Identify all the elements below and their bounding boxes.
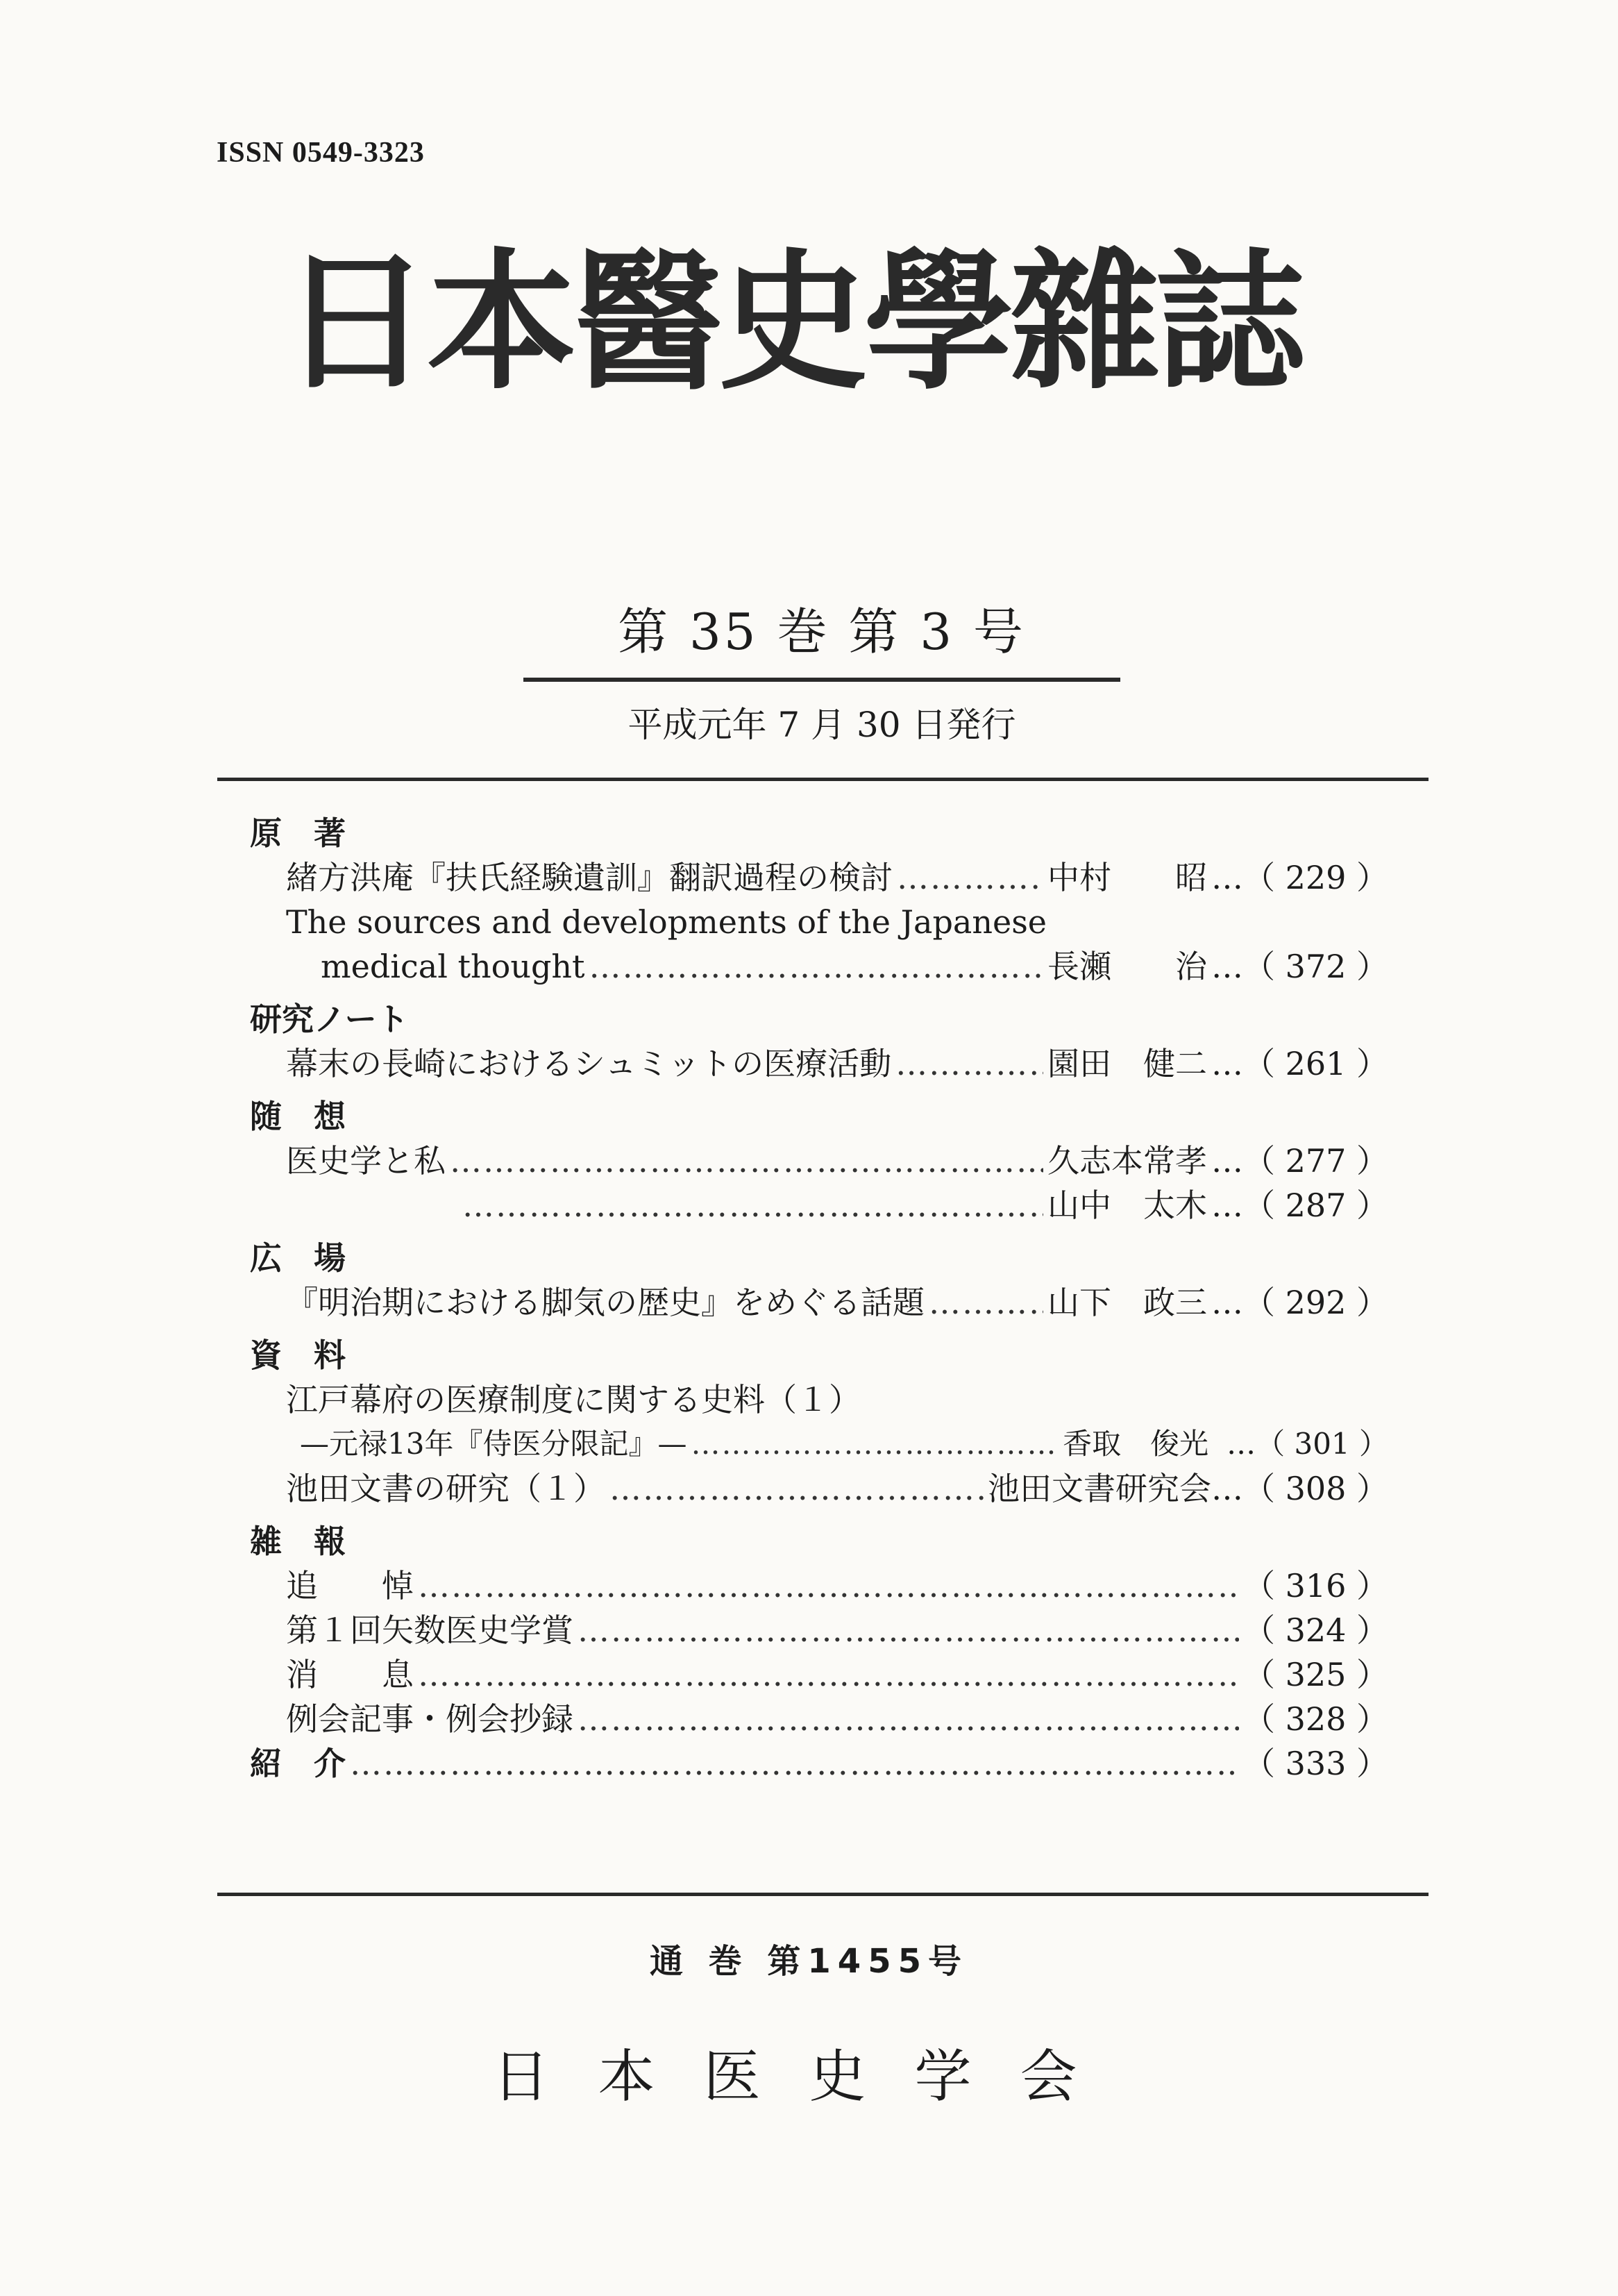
entry-page: …（ 301 ） [1227,1427,1388,1461]
leader-dots [578,1608,1239,1652]
leader-dots [418,1564,1239,1608]
issn-number: ISSN 0549-3323 [217,137,425,169]
section-heading: 広 場 [250,1239,346,1277]
entry-author: 池田文書研究会 [987,1470,1211,1507]
leader-dots [462,1183,1043,1227]
toc-entry [250,944,1388,989]
entry-title: 池田文書の研究（１） [286,1470,605,1507]
entry-title: 幕末の長崎におけるシュミットの医療活動 [286,1045,892,1082]
entry-page: …（ 292 ） [1211,1284,1388,1321]
entry-author: 園田 健二 [1047,1045,1207,1082]
entry-page: （ 325 ） [1242,1656,1388,1693]
journal-title: 日本醫史學雜誌 [281,235,1302,410]
leader-dots [929,1280,1043,1325]
section-heading: 資 料 [250,1336,346,1374]
section-heading: 随 想 [250,1098,346,1135]
leader-dots [691,1422,1059,1466]
entry-page: （ 324 ） [1242,1611,1388,1649]
entry-author: 山中 太木 [1047,1187,1207,1224]
entry-title: 追 悼 [286,1567,414,1604]
publication-date: 平成元年 7 月 30 日発行 [627,705,1016,745]
leader-dots [578,1697,1239,1741]
publisher-name: 日本医史学会 [492,2044,1126,2110]
entry-page: （ 316 ） [1242,1567,1388,1604]
leader-dots [589,944,1043,989]
entry-author: 山下 政三 [1047,1284,1207,1321]
entry-title: 江戸幕府の医療制度に関する史料（１） [286,1381,861,1418]
toc-entry [250,1697,1388,1741]
entry-title: 第１回矢数医史学賞 [286,1611,573,1649]
table-of-contents [250,811,1388,1786]
toc-entry [250,1741,1388,1786]
volume-underline [523,678,1120,682]
toc-entry [250,1466,1388,1511]
toc-entry [250,1377,1388,1422]
entry-title: 緒方洪庵『扶氏経験遺訓』翻訳過程の検討 [286,859,893,896]
entry-title: 消 息 [286,1656,414,1693]
toc-entry [250,1280,1388,1325]
toc-entry [250,1564,1388,1608]
toc-entry [250,1183,1388,1227]
entry-page: …（ 372 ） [1211,948,1388,985]
section-heading: 雑 報 [250,1523,346,1560]
section-heading: 原 著 [250,814,346,852]
leader-dots [895,1041,1043,1086]
entry-page: …（ 277 ） [1211,1142,1388,1180]
serial-number: 通 巻 第1455号 [649,1942,969,1981]
section-heading: 研究ノート [250,1000,409,1038]
entry-title: 医史学と私 [286,1142,446,1180]
toc-entry [250,900,1388,944]
entry-page: …（ 229 ） [1211,859,1388,896]
entry-title: The sources and developments of the Japanese [286,903,1047,941]
entry-title: —元禄13年『侍医分限記』— [300,1427,687,1461]
entry-title: medical thought [321,948,585,985]
leader-dots [897,855,1043,900]
toc-entry [250,1041,1388,1086]
toc-entry [250,1139,1388,1183]
entry-page: …（ 308 ） [1211,1470,1388,1507]
top-divider [217,778,1429,781]
entry-author: 中村 昭 [1047,859,1207,896]
entry-author: 久志本常孝 [1047,1142,1207,1180]
entry-title: 『明治期における脚気の歴史』をめぐる話題 [286,1284,925,1321]
bottom-divider [217,1893,1429,1896]
leader-dots [418,1652,1239,1697]
volume-issue: 第 35 巻 第 3 号 [618,603,1026,661]
section-heading: 紹 介 [250,1745,346,1782]
toc-entry [250,855,1388,900]
toc-entry [250,1608,1388,1652]
entry-page: …（ 287 ） [1211,1187,1388,1224]
leader-dots [350,1741,1239,1786]
entry-author: 長瀬 治 [1047,948,1207,985]
entry-page: （ 333 ） [1242,1745,1388,1782]
toc-entry [250,1422,1388,1466]
entry-author: 香取 俊光 [1063,1427,1209,1461]
entry-page: （ 328 ） [1242,1700,1388,1738]
toc-entry [250,1652,1388,1697]
entry-page: …（ 261 ） [1211,1045,1388,1082]
leader-dots [450,1139,1043,1183]
leader-dots [609,1466,984,1511]
entry-title: 例会記事・例会抄録 [286,1700,573,1738]
